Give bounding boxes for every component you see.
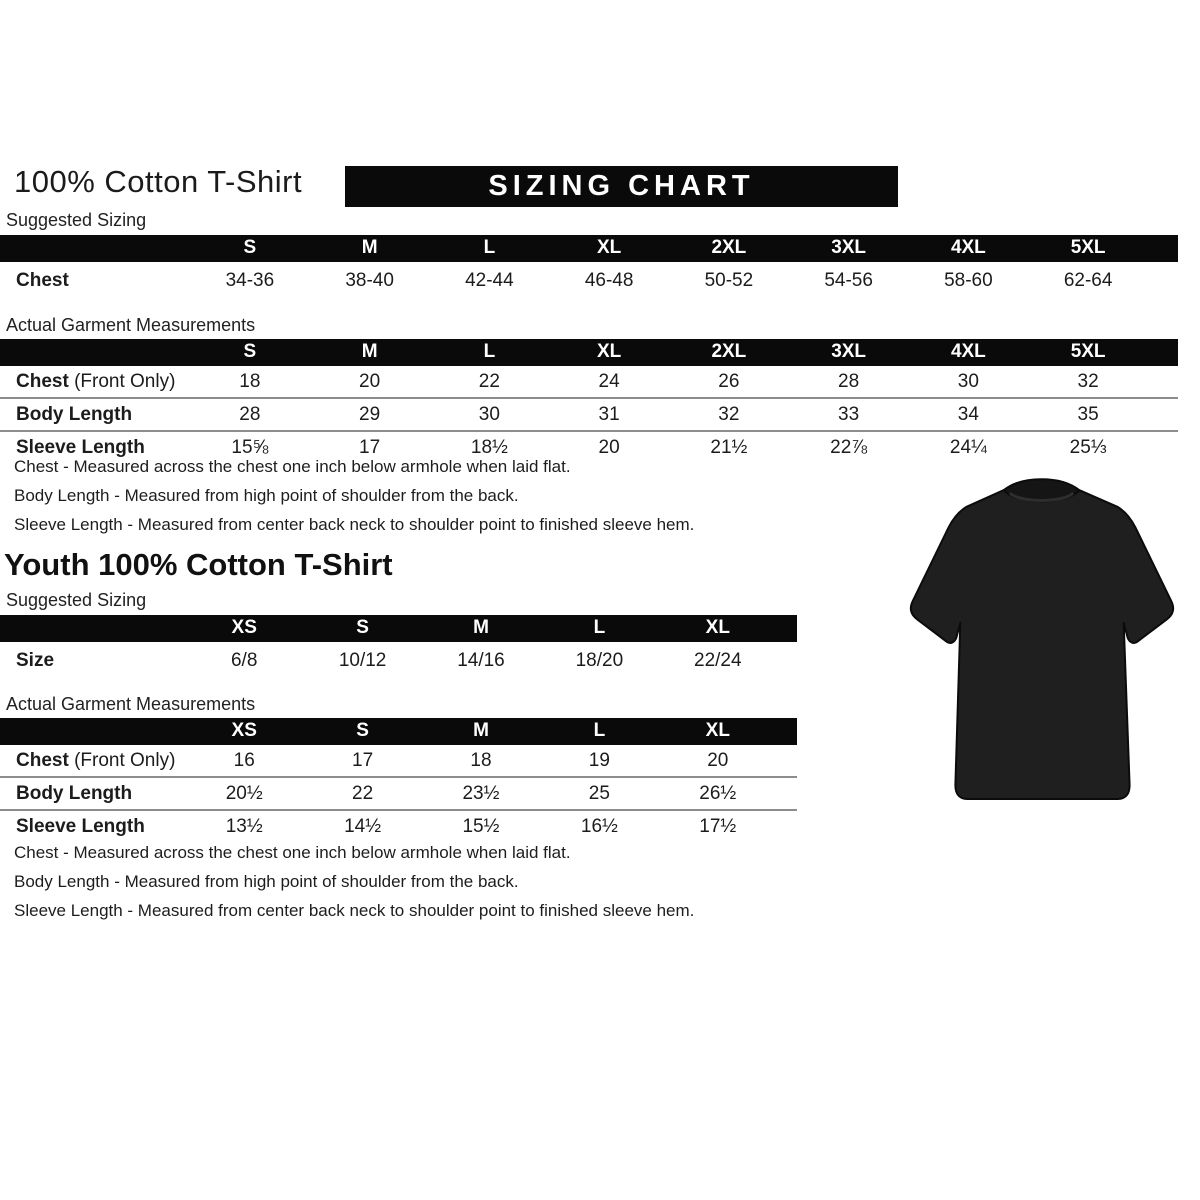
black-tshirt-illustration <box>893 476 1190 818</box>
column-header: XL <box>659 615 777 642</box>
column-header: M <box>422 615 540 642</box>
cell: 18 <box>422 745 540 777</box>
cell: 22⅞ <box>830 437 868 458</box>
corner-cell <box>0 235 190 262</box>
cell: 14/16 <box>457 650 505 671</box>
cell: 35 <box>1028 398 1148 431</box>
table-header-row <box>0 339 1178 366</box>
cell: 50-52 <box>704 270 754 291</box>
column-header: S <box>303 718 421 745</box>
row-label <box>0 745 185 777</box>
table-row <box>0 777 797 810</box>
note-sleeve-length: Sleeve Length - Measured from center back neck to shoulder point to finished sleeve hem. <box>14 901 695 920</box>
table-row <box>0 642 797 679</box>
column-header: 3XL <box>789 235 909 262</box>
cell: 34-36 <box>225 270 275 291</box>
adult-measurement-notes <box>14 457 694 544</box>
corner-cell <box>1148 235 1178 262</box>
table-row <box>0 810 797 842</box>
column-header: 2XL <box>669 339 789 366</box>
cell: 62-64 <box>1063 270 1113 291</box>
column-header: XL <box>549 339 669 366</box>
column-header: L <box>430 235 550 262</box>
sizing-chart-banner-text: SIZING CHART <box>488 170 755 202</box>
cell: 16 <box>185 745 303 777</box>
corner-cell <box>0 718 185 745</box>
column-header: 5XL <box>1028 235 1148 262</box>
row-label-suffix: (Front Only) <box>68 371 176 392</box>
row-label <box>0 366 190 398</box>
cell <box>777 810 797 842</box>
column-header: 5XL <box>1028 339 1148 366</box>
corner-cell <box>777 615 797 642</box>
column-header: S <box>303 615 421 642</box>
cell: 10/12 <box>338 650 387 671</box>
cell: 16½ <box>580 816 618 837</box>
adult-suggested-sizing-table <box>0 235 1178 299</box>
cell: 21½ <box>710 437 748 458</box>
cell: 28 <box>190 398 310 431</box>
row-label: Body Length <box>0 398 190 431</box>
cell: 33 <box>789 398 909 431</box>
cell: 19 <box>540 745 658 777</box>
cell <box>1148 262 1178 299</box>
corner-cell <box>777 718 797 745</box>
cell: 26 <box>669 366 789 398</box>
column-header: 4XL <box>909 235 1029 262</box>
adult-actual-measurements-table <box>0 339 1178 463</box>
cell: 23½ <box>422 777 540 810</box>
cell: 18/20 <box>575 650 624 671</box>
column-header: 3XL <box>789 339 909 366</box>
table-row <box>0 366 1178 398</box>
cell <box>777 745 797 777</box>
column-header: L <box>540 718 658 745</box>
column-header: XS <box>185 615 303 642</box>
cell: 32 <box>669 398 789 431</box>
cell: 17 <box>359 437 381 458</box>
cell: 20 <box>659 745 777 777</box>
cell: 15½ <box>462 816 500 837</box>
cell: 28 <box>789 366 909 398</box>
cell: 20 <box>598 437 620 458</box>
cell: 18 <box>190 366 310 398</box>
row-label: Chest <box>16 270 69 291</box>
cell: 34 <box>909 398 1029 431</box>
table-header-row <box>0 718 797 745</box>
page-title: 100% Cotton T-Shirt <box>14 164 303 199</box>
column-header: M <box>310 339 430 366</box>
cell: 22 <box>303 777 421 810</box>
cell: 25 <box>540 777 658 810</box>
corner-cell <box>0 615 185 642</box>
column-header: XL <box>659 718 777 745</box>
cell: 15⅝ <box>231 437 269 458</box>
youth-measurement-notes <box>14 843 694 930</box>
table-header-row <box>0 615 797 642</box>
youth-actual-measurements-label: Actual Garment Measurements <box>6 694 256 714</box>
cell: 32 <box>1028 366 1148 398</box>
cell: 20½ <box>185 777 303 810</box>
youth-section-title: Youth 100% Cotton T-Shirt <box>4 547 393 582</box>
cell: 31 <box>549 398 669 431</box>
table-row <box>0 398 1178 431</box>
corner-cell <box>1148 339 1178 366</box>
cell: 24 <box>549 366 669 398</box>
note-body-length: Body Length - Measured from high point of shoulder from the back. <box>14 486 519 505</box>
cell: 18½ <box>470 437 508 458</box>
tshirt-product-image <box>893 476 1190 818</box>
cell: 17 <box>303 745 421 777</box>
column-header: M <box>422 718 540 745</box>
cell: 58-60 <box>944 270 993 291</box>
cell: 13½ <box>225 816 263 837</box>
cell <box>1148 398 1178 431</box>
note-chest: Chest - Measured across the chest one inch below armhole when laid flat. <box>14 457 571 476</box>
cell: 46-48 <box>584 270 634 291</box>
table-row <box>0 262 1178 299</box>
row-label: Sleeve Length <box>16 437 145 458</box>
row-label: Sleeve Length <box>16 816 145 837</box>
cell: 6/8 <box>230 650 258 671</box>
cell: 30 <box>430 398 550 431</box>
column-header: 4XL <box>909 339 1029 366</box>
column-header: M <box>310 235 430 262</box>
column-header: S <box>190 235 310 262</box>
youth-actual-measurements-table <box>0 718 797 842</box>
cell: 17½ <box>699 816 737 837</box>
cell: 54-56 <box>824 270 873 291</box>
column-header: L <box>540 615 658 642</box>
cell: 30 <box>909 366 1029 398</box>
row-label-main: Chest <box>16 371 69 392</box>
cell: 22 <box>430 366 550 398</box>
table-row <box>0 745 797 777</box>
cell <box>1148 431 1178 463</box>
table-header-row <box>0 235 1178 262</box>
column-header: XL <box>549 235 669 262</box>
row-label: Body Length <box>0 777 185 810</box>
column-header: 2XL <box>669 235 789 262</box>
cell: 24¼ <box>949 437 987 458</box>
row-label: Size <box>16 650 55 671</box>
row-label-main: Chest <box>16 750 69 771</box>
column-header: L <box>430 339 550 366</box>
cell: 38-40 <box>345 270 394 291</box>
note-body-length: Body Length - Measured from high point of shoulder from the back. <box>14 872 519 891</box>
sizing-chart-banner <box>345 166 898 207</box>
cell: 25⅓ <box>1069 437 1107 458</box>
cell: 22/24 <box>694 650 742 671</box>
youth-suggested-sizing-table <box>0 615 797 679</box>
cell: 26½ <box>659 777 777 810</box>
column-header: XS <box>185 718 303 745</box>
adult-suggested-sizing-label: Suggested Sizing <box>6 210 147 230</box>
row-label-suffix: (Front Only) <box>68 750 176 771</box>
cell: 42-44 <box>465 270 514 291</box>
corner-cell <box>0 339 190 366</box>
adult-actual-measurements-label: Actual Garment Measurements <box>6 315 256 335</box>
cell <box>1148 366 1178 398</box>
cell: 14½ <box>344 816 382 837</box>
column-header: S <box>190 339 310 366</box>
cell: 20 <box>310 366 430 398</box>
note-sleeve-length: Sleeve Length - Measured from center back neck to shoulder point to finished sleeve hem. <box>14 515 695 534</box>
cell <box>777 777 797 810</box>
cell <box>777 642 797 679</box>
note-chest: Chest - Measured across the chest one inch below armhole when laid flat. <box>14 843 571 862</box>
youth-suggested-sizing-label: Suggested Sizing <box>6 590 147 610</box>
cell: 29 <box>310 398 430 431</box>
